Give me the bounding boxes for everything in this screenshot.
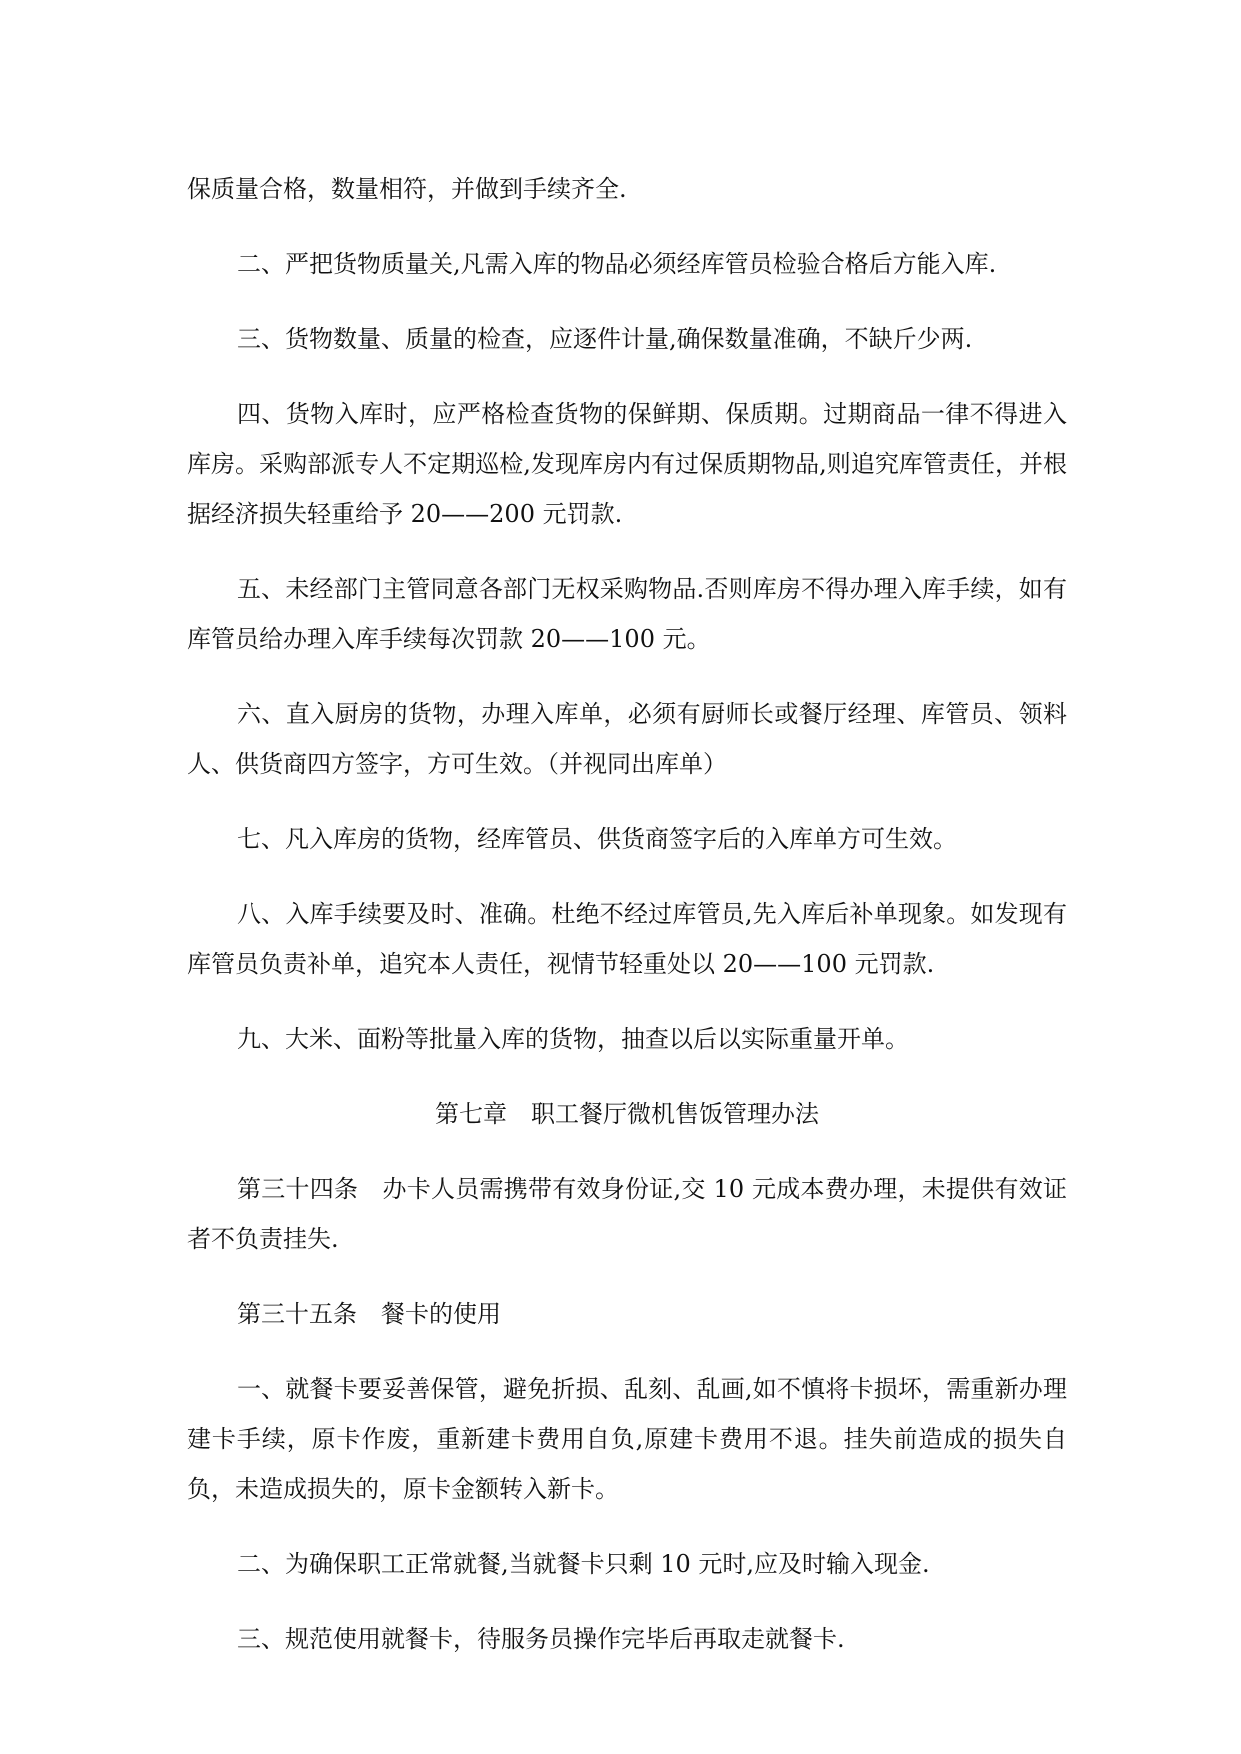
article-34: 第三十四条 办卡人员需携带有效身份证,交 10 元成本费办理，未提供有效证者不负责挂失. <box>187 1175 1067 1253</box>
paragraph-item-9: 九、大米、面粉等批量入库的货物，抽查以后以实际重量开单。 <box>237 1025 909 1053</box>
document-body <box>187 164 1067 1689</box>
paragraph-item-6: 六、直入厨房的货物，办理入库单，必须有厨师长或餐厅经理、库管员、领料人、供货商四方签字，方可生效。（并视同出库单） <box>187 700 1067 778</box>
paragraph-item-4: 四、货物入库时，应严格检查货物的保鲜期、保质期。过期商品一律不得进入库房。采购部派专人不定期巡检,发现库房内有过保质期物品,则追究库管责任，并根据经济损失轻重给予 20——200 元罚款. <box>187 400 1067 528</box>
chapter-title: 第七章 职工餐厅微机售饭管理办法 <box>435 1100 819 1128</box>
paragraph-item-8: 八、入库手续要及时、准确。杜绝不经过库管员,先入库后补单现象。如发现有库管员负责补单，追究本人责任，视情节轻重处以 20——100 元罚款. <box>187 900 1067 978</box>
paragraph-item-5: 五、未经部门主管同意各部门无权采购物品.否则库房不得办理入库手续，如有库管员给办理入库手续每次罚款 20——100 元。 <box>187 575 1067 653</box>
paragraph-item-7: 七、凡入库房的货物，经库管员、供货商签字后的入库单方可生效。 <box>237 825 957 853</box>
paragraph-item-2: 二、严把货物质量关,凡需入库的物品必须经库管员检验合格后方能入库. <box>237 250 997 278</box>
article-35-item-3: 三、规范使用就餐卡，待服务员操作完毕后再取走就餐卡. <box>237 1625 845 1653</box>
article-35-heading: 第三十五条 餐卡的使用 <box>237 1300 501 1328</box>
article-35-item-2: 二、为确保职工正常就餐,当就餐卡只剩 10 元时,应及时输入现金. <box>237 1550 930 1578</box>
paragraph-continuation: 保质量合格，数量相符，并做到手续齐全. <box>187 175 627 203</box>
paragraph-item-3: 三、货物数量、质量的检查，应逐件计量,确保数量准确，不缺斤少两. <box>237 325 973 353</box>
article-35-item-1: 一、就餐卡要妥善保管，避免折损、乱刻、乱画,如不慎将卡损坏，需重新办理建卡手续，原卡作废，重新建卡费用自负,原建卡费用不退。挂失前造成的损失自负，未造成损失的，原卡金额转入新卡。 <box>187 1375 1067 1503</box>
